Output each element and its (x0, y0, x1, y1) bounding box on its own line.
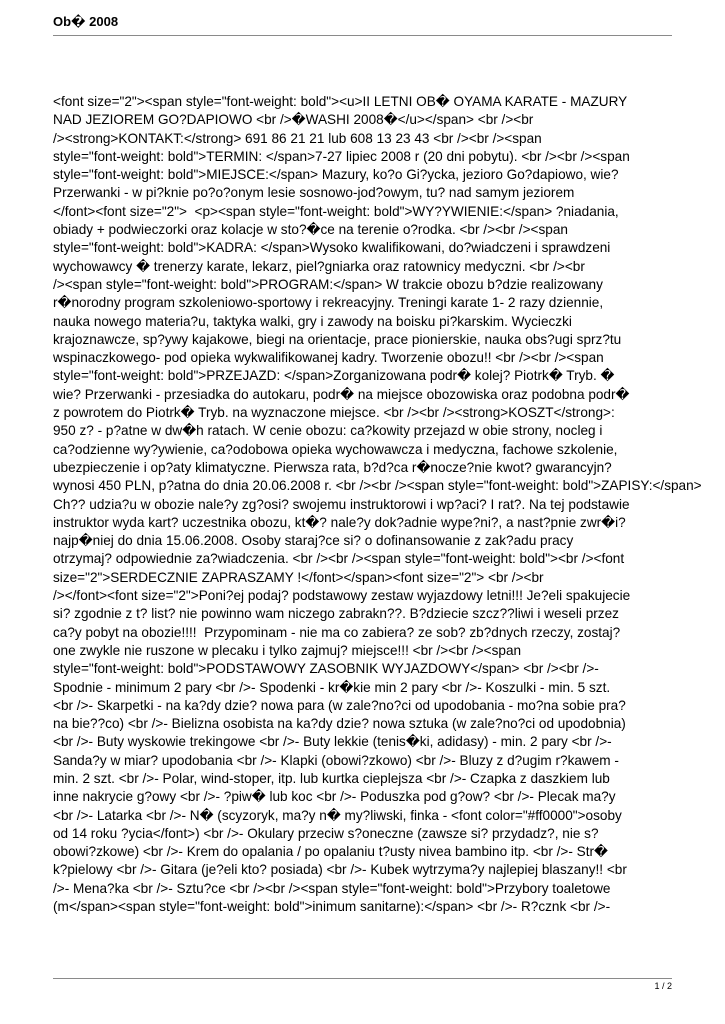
body-line: (m</span><span style="font-weight: bold">inimum sanitarne):</span> <br />- R?cznk <br />- (53, 899, 611, 915)
body-line: <br />- Skarpetki - na ka?dy dzie? nowa para (w zale?no?ci od upodobania - mo?na sobie pra? (53, 697, 626, 713)
body-line: one zwykle nie ruszone w plecaku i tylko zajmuj? miejsce!!! <br /><br /><span (53, 642, 522, 658)
document-body (53, 93, 702, 916)
header-divider (53, 35, 672, 36)
body-line: od 14 roku ?ycia</font>) <br />- Okulary przeciw s?oneczne (zawsze si? przydadz?, nie s? (53, 825, 599, 841)
body-line: style="font-weight: bold">TERMIN: </span>7-27 lipiec 2008 r (20 dni pobytu). <br /><br /><span (53, 148, 630, 164)
body-line: style="font-weight: bold">MIEJSCE:</span> Mazury, ko?o Gi?ycka, jezioro Go?dapiowo, wie? (53, 167, 619, 183)
body-line: instruktor wyda kart? uczestnika obozu, kt�? nale?y dok?adnie wype?ni?, a nast?pnie zwr�i? (53, 514, 626, 530)
body-line: najp�niej do dnia 15.06.2008. Osoby staraj?ce si? o dofinansowanie z zak?adu pracy (53, 533, 574, 549)
body-line: obowi?zkowe) <br />- Krem do opalania / po opalaniu t?usty nivea bambino itp. <br />- Str� (53, 844, 608, 860)
body-line: style="font-weight: bold">PRZEJAZD: </span>Zorganizowana podr� kolej? Piotrk� Tryb. � (53, 368, 615, 384)
body-line: wynosi 450 PLN, p?atna do dnia 20.06.2008 r. <br /><br /><span style="font-weight: bold">ZAPISY:</span> (53, 478, 702, 494)
body-line: ca?odzienne wy?ywienie, ca?odobowa opieka wychowawcza i medyczna, fachowe szkolenie, (53, 441, 618, 457)
footer-divider (53, 978, 672, 979)
body-line: Sanda?y w miar? upodobania <br />- Klapki (obowi?zkowo) <br />- Bluzy z d?ugim r?kawem - (53, 752, 619, 768)
body-line: k?pielowy <br />- Gitara (je?eli kto? posiada) <br />- Kubek wytrzyma?y najlepiej blaszany!! <br (53, 862, 627, 878)
body-line: /><span style="font-weight: bold">PROGRAM:</span> W trakcie obozu b?dzie realizowany (53, 276, 603, 292)
body-line: ubezpieczenie i op?aty klimatyczne. Pierwsza rata, b?d?ca r�nocze?nie kwot? gwarancyjn? (53, 459, 612, 475)
body-line: </font><font size="2"> <p><span style="font-weight: bold">WY?YWIENIE:</span> ?niadania, (53, 203, 619, 219)
body-line: style="font-weight: bold">PODSTAWOWY ZASOBNIK WYJAZDOWY</span> <br /><br />- (53, 661, 599, 677)
body-line: wychowawcy � trenerzy karate, lekarz, piel?gniarka oraz ratownicy medyczni. <br /><br (53, 258, 585, 274)
body-line: Ch?? udzia?u w obozie nale?y zg?osi? swojemu instruktorowi i wp?aci? I rat?. Na tej podstawie (53, 496, 630, 512)
body-line: size="2">SERDECZNIE ZAPRASZAMY !</font></span><font size="2"> <br /><br (53, 569, 544, 585)
body-line: min. 2 szt. <br />- Polar, wind-stoper, itp. lub kurtka cieplejsza <br />- Czapka z daszkiem lub (53, 770, 610, 786)
body-line: z powrotem do Piotrk� Tryb. na wyznaczone miejsce. <br /><br /><strong>KOSZT</strong>: (53, 405, 615, 421)
body-line: NAD JEZIOREM GO?DAPIOWO <br />�WASHI 2008�</u></span> <br /><br (53, 112, 534, 128)
body-line: <font size="2"><span style="font-weight: bold"><u>II LETNI OB� OYAMA KARATE - MAZURY (53, 94, 628, 109)
body-line: nauka nowego materia?u, taktyka walki, gry i zawody na boisku pi?karskim. Wycieczki (53, 313, 572, 329)
body-line: obiady + podwieczorki oraz kolacje w sto?�ce na terenie o?rodka. <br /><br /><span (53, 222, 568, 238)
body-line: na bie??co) <br />- Bielizna osobista na ka?dy dzie? nowa sztuka (w zale?no?ci od upodobnia) (53, 716, 626, 732)
body-line: /></font><font size="2">Poni?ej podaj? podstawowy zestaw wyjazdowy letni!!! Je?eli spakujecie (53, 588, 631, 604)
page-number: 1 / 2 (654, 981, 672, 991)
body-line: style="font-weight: bold">KADRA: </span>Wysoko kwalifikowani, do?wiadczeni i sprawdzeni (53, 240, 611, 256)
body-line: otrzymaj? odpowiednie za?wiadczenia. <br /><br /><span style="font-weight: bold"><br /><font (53, 551, 625, 567)
body-line: ca?y pobyt na obozie!!!! Przypominam - nie ma co zabiera? ze sob? zb?dnych rzeczy, zostaj? (53, 624, 621, 640)
body-line: /><strong>KONTAKT:</strong> 691 86 21 21 lub 608 13 23 43 <br /><br /><span (53, 130, 542, 146)
body-line: krajoznawcze, sp?ywy kajakowe, biegi na orientacje, prace pionierskie, nauka obs?ugi sprz?tu (53, 331, 622, 347)
body-line: <br />- Latarka <br />- N� (scyzoryk, ma?y n� my?liwski, finka - <font color="#ff0000">osoby (53, 807, 622, 823)
body-line: 950 z? - p?atne w dw�h ratach. W cenie obozu: ca?kowity przejazd w obie strony, nocleg i (53, 423, 603, 439)
body-line: r�norodny program szkoleniowo-sportowy i rekreacyjny. Treningi karate 1- 2 razy dziennie, (53, 295, 604, 311)
body-line: inne nakrycie g?owy <br />- ?piw� lub koc <br />- Poduszka pod g?ow? <br />- Plecak ma?y (53, 789, 616, 805)
body-line: wie? Przerwanki - przesiadka do autokaru, podr� na miejsce obozowiska oraz podobna podr� (53, 386, 630, 402)
body-line: <br />- Buty wyskowie trekingowe <br />- Buty lekkie (tenis�ki, adidasy) - min. 2 pary <br />- (53, 734, 612, 750)
body-line: Przerwanki - w pi?knie po?o?onym lesie sosnowo-jod?owym, tu? nad samym jeziorem (53, 185, 575, 201)
body-line: Spodnie - minimum 2 pary <br />- Spodenki - kr�kie min 2 pary <br />- Koszulki - min. 5 szt. (53, 679, 611, 695)
body-line: si? zgodnie z t? list? nie powinno wam niczego zabrakn??. B?dziecie szcz??liwi i weseli przez (53, 606, 619, 622)
body-line: wspinaczkowego- pod opieka wykwalifikowanej kadry. Tworzenie obozu!! <br /><br /><span (53, 350, 604, 366)
document-title: Ob� 2008 (53, 14, 119, 29)
body-line: />- Mena?ka <br />- Sztu?ce <br /><br /><span style="font-weight: bold">Przybory toaletowe (53, 880, 611, 896)
